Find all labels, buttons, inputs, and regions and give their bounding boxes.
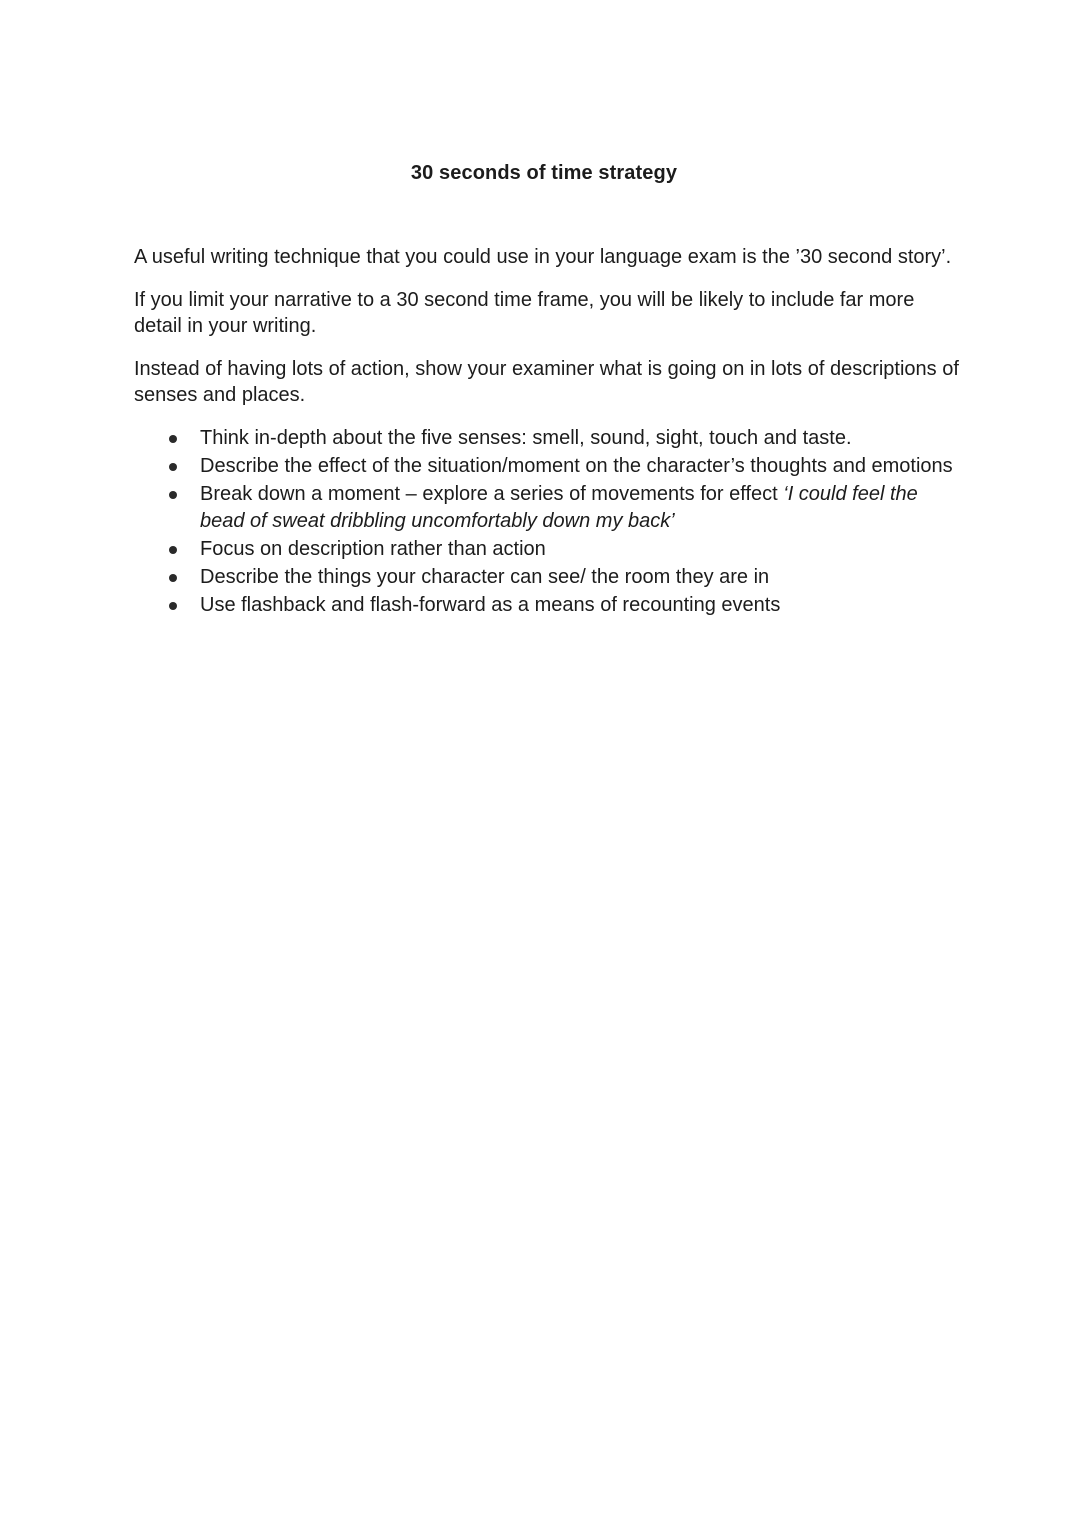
bullet-text: Use flashback and flash-forward as a means of recounting events [200, 594, 781, 616]
strategy-bullet-list [134, 425, 964, 619]
intro-paragraph: A useful writing technique that you could use in your language exam is the ’30 second story’. [134, 246, 952, 268]
bullet-text: Think in-depth about the five senses: smell, sound, sight, touch and taste. [200, 427, 852, 449]
bullet-icon [169, 435, 177, 443]
list-item [134, 453, 964, 480]
document-title: 30 seconds of time strategy [410, 162, 678, 184]
bullet-icon [169, 602, 177, 610]
bullet-icon [169, 463, 177, 471]
bullet-quote: ‘I could feel the bead of sweat dribbling uncomfortably down my back’ [200, 483, 918, 532]
list-item [134, 564, 964, 591]
time-frame-paragraph: If you limit your narrative to a 30 second time frame, you will be likely to include far more detail in your writing. [134, 289, 915, 337]
bullet-icon [169, 491, 177, 499]
bullet-text: Describe the things your character can see/ the room they are in [200, 566, 770, 588]
bullet-text: Describe the effect of the situation/moment on the character’s thoughts and emotions [200, 455, 953, 477]
bullet-icon [169, 574, 177, 582]
document-body [134, 244, 964, 620]
list-item [134, 481, 964, 535]
bullet-icon [169, 546, 177, 554]
bullet-text: Break down a moment – explore a series of movements for effect [200, 483, 784, 505]
list-item [134, 536, 964, 563]
list-item [134, 592, 964, 619]
description-paragraph: Instead of having lots of action, show your examiner what is going on in lots of descriptions of senses and places. [134, 358, 959, 406]
bullet-text: Focus on description rather than action [200, 538, 546, 560]
list-item [134, 425, 964, 452]
